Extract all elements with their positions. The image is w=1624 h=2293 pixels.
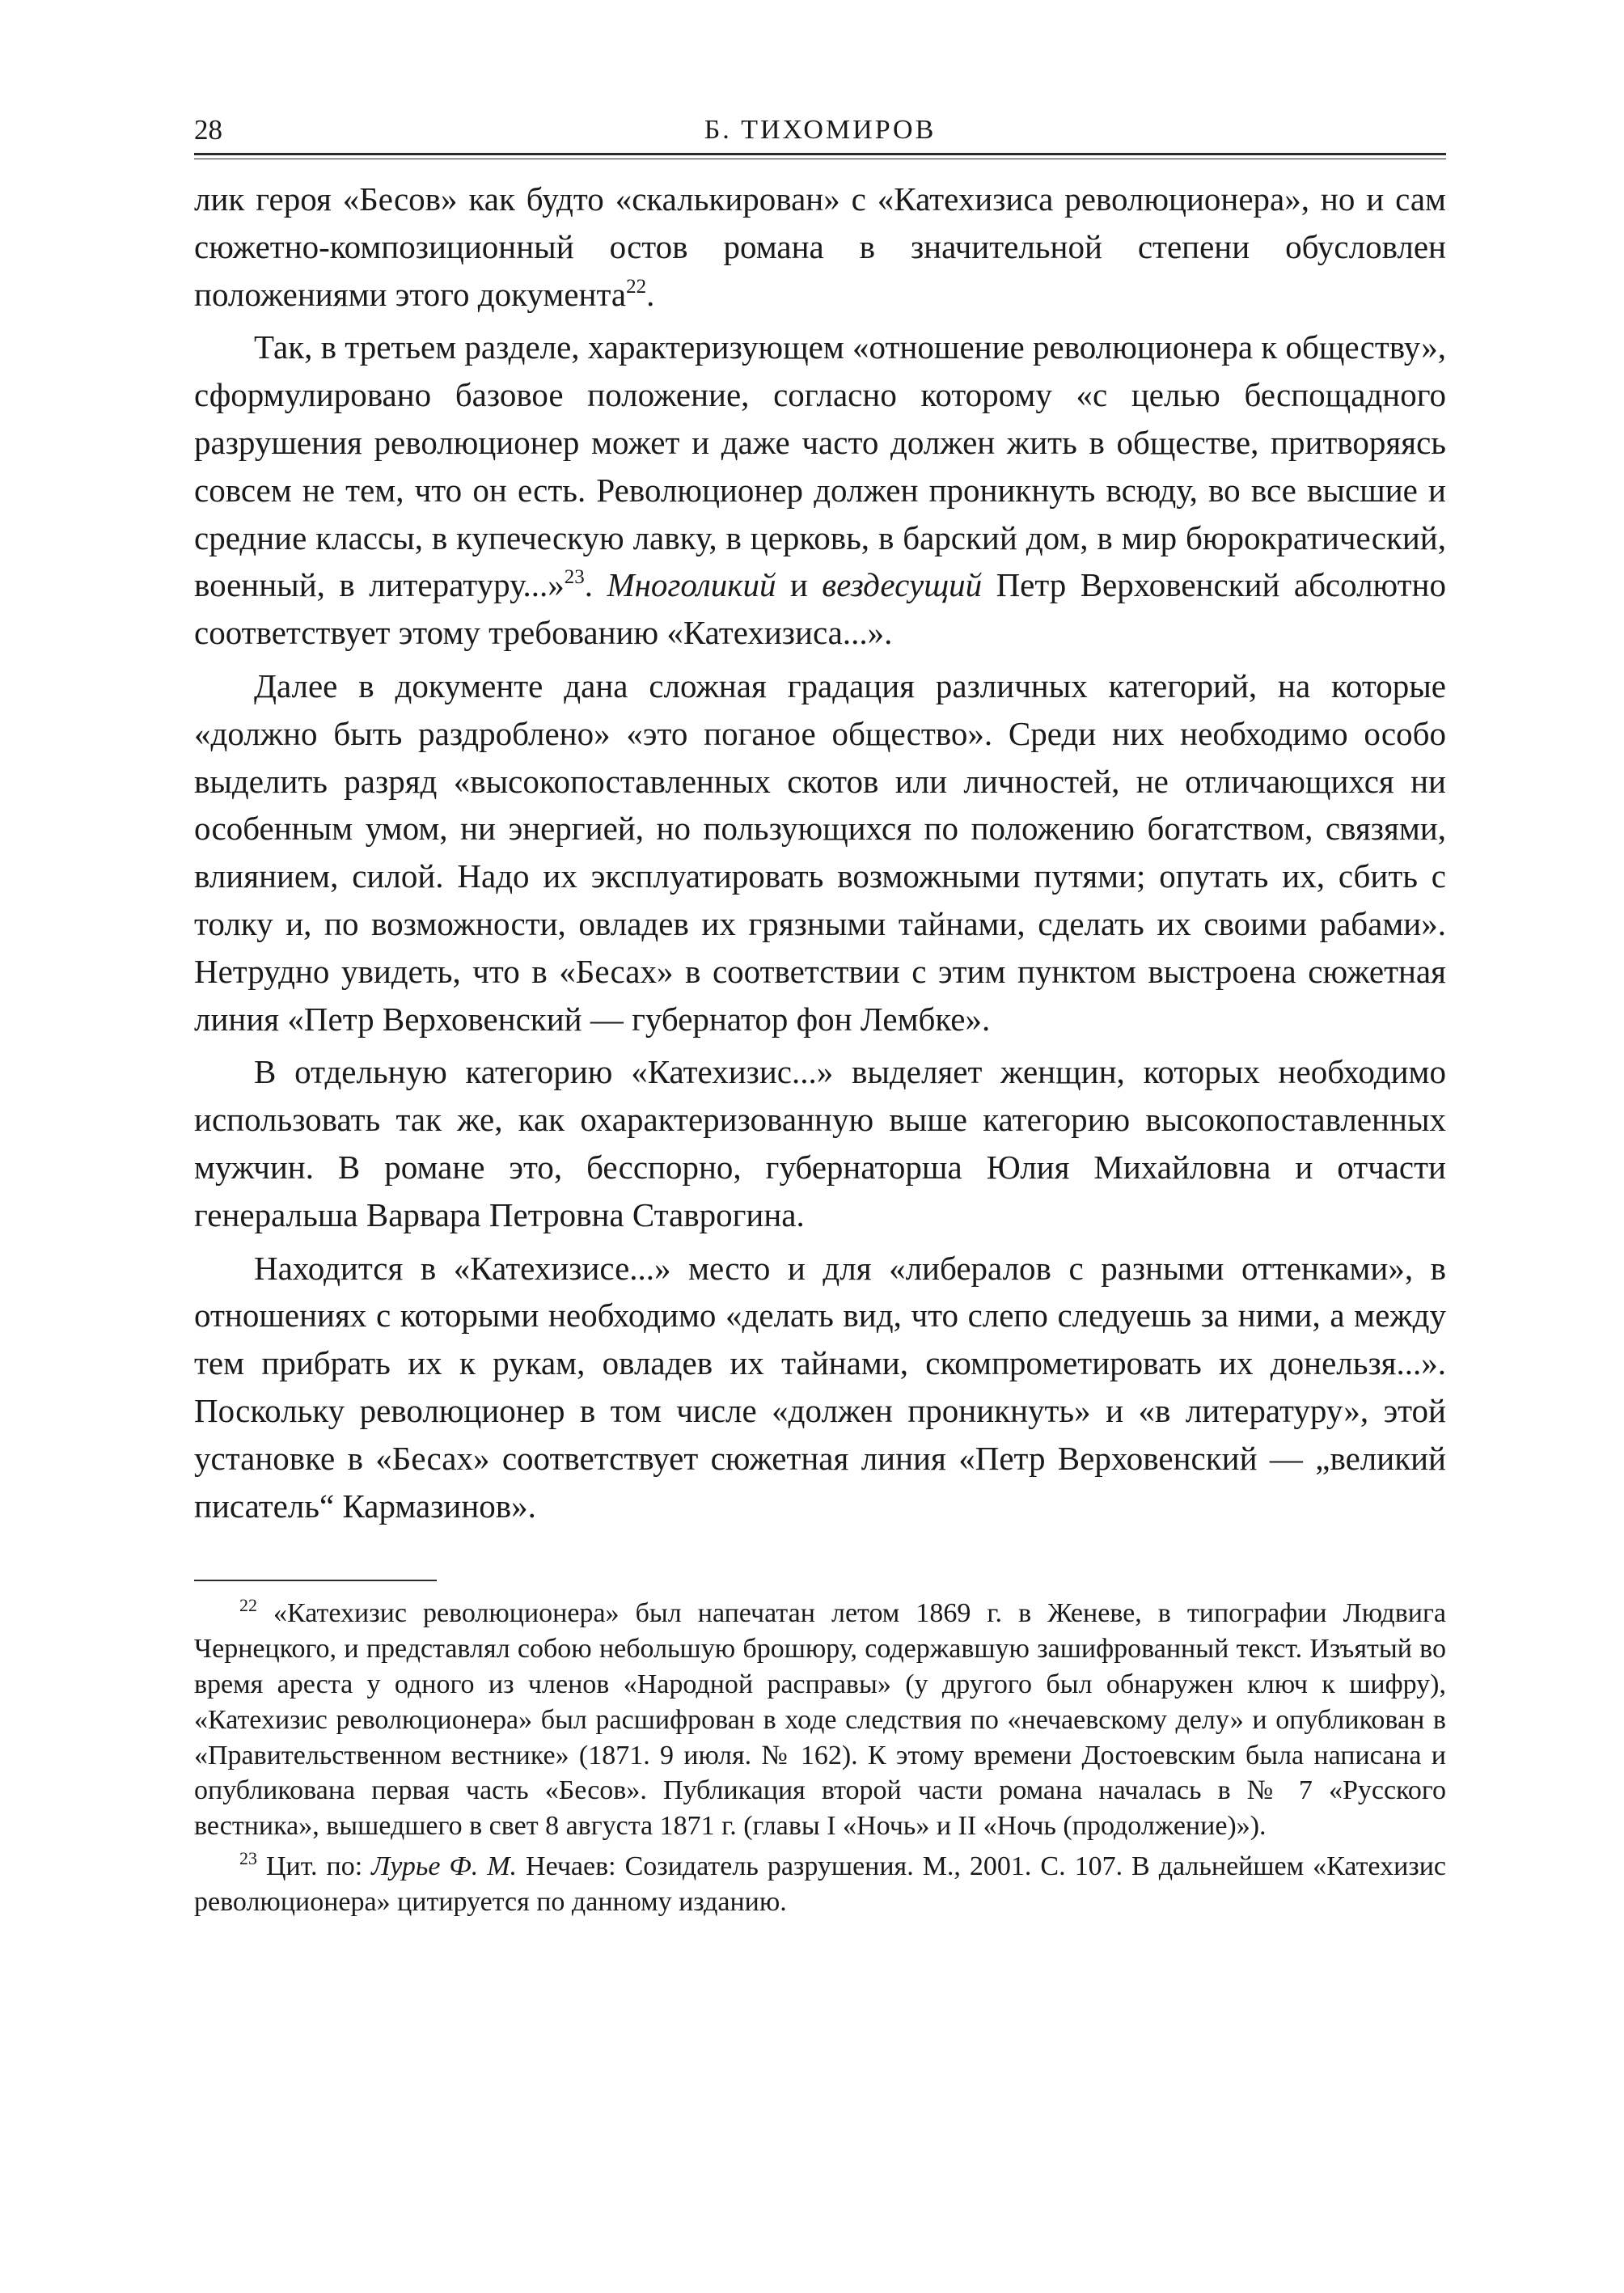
paragraph-2: [194, 324, 1446, 657]
paragraph-2-tail: .: [584, 566, 593, 604]
footnotes: [194, 1596, 1446, 1919]
italic-term-1: Многоликий: [607, 566, 776, 604]
paragraph-1: [194, 176, 1446, 318]
page-number: 28: [194, 114, 222, 146]
paragraph-1-text: лик героя «Бесов» как будто «скалькирован» с «Катехизиса революционера», но и сам сюжетно-композиционный остов романа в значительной степени обусловлен положениями этого документа: [194, 180, 1446, 313]
running-title: Б. ТИХОМИРОВ: [704, 115, 937, 145]
paragraph-3: Далее в документе дана сложная градация различных категорий, на которые «должно быть раздроблено» «это поганое общество». Среди них необходимо особо выделить разряд «высокопоставленных скотов или личностей, не отличающихся ни особенным умом, ни энергией, но пользующихся по положению богатством, связями, влиянием, силой. Надо их эксплуатировать возможными путями; опутать их, сбить с толку и, по возможности, овладев их грязными тайнами, сделать их своими рабами». Нетрудно увидеть, что в «Бесах» в соответствии с этим пунктом выстроена сюжетная линия «Петр Верховенский — губернатор фон Лембке».: [194, 666, 1446, 1038]
footnote-divider: [194, 1580, 437, 1581]
footnote-23-prefix: Цит. по:: [257, 1851, 372, 1881]
footnote-ref-23[interactable]: 23: [564, 566, 585, 589]
footnote-ref-22[interactable]: 22: [626, 275, 647, 298]
footnote-22-text: «Катехизис революционера» был напечатан летом 1869 г. в Женеве, в типографии Людвига Чернецкого, и представлял собою небольшую брошюру, содержавшую зашифрованный текст. Изъятый во время ареста у одного из членов «Народной расправы» (у другого был обнаружен ключ к шифру), «Катехизис революционера» был расшифрован в ходе следствия по «нечаевскому делу» и опубликован в «Правительственном вестнике» (1871. 9 июля. № 162). К этому времени Достоевским была написана и опубликована первая часть «Бесов». Публикация второй части романа началась в № 7 «Русского вестника», вышедшего в свет 8 августа 1871 г. (главы I «Ночь» и II «Ночь (продолжение)»).: [194, 1598, 1446, 1842]
running-head: [194, 109, 1446, 151]
paragraph-2-and: и: [776, 566, 823, 604]
book-page: [194, 109, 1446, 1919]
header-rule-thick: [194, 153, 1446, 155]
italic-term-2: вездесущий: [822, 566, 983, 604]
paragraph-1-tail: .: [646, 275, 655, 313]
footnote-23-text: Нечаев: Созидатель разрушения. М., 2001. С. 107. В дальнейшем «Катехизис революционера» цитируется по данному изданию.: [194, 1851, 1446, 1917]
paragraph-2-rest: Петр Верховенский абсолютно соответствует этому требованию «Катехизиса...».: [194, 566, 1447, 652]
footnote-mark-23: 23: [239, 1847, 257, 1868]
paragraph-5: Находится в «Катехизисе...» место и для «либералов с разными оттенками», в отношениях с которыми необходимо «делать вид, что слепо следуешь за ними, а между тем прибрать их к рукам, овладев их тайнами, скомпрометировать их донельзя...». Поскольку революционер в том числе «должен проникнуть» и «в литературу», этой установке в «Бесах» соответствует сюжетная линия «Петр Верховенский — „великий писатель“ Кармазинов».: [194, 1249, 1446, 1525]
footnote-23-author: Лурье Ф. М.: [371, 1851, 518, 1881]
footnote-mark-22: 22: [239, 1595, 257, 1616]
paragraph-2-text: Так, в третьем разделе, характеризующем «отношение революционера к обществу», сформулировано базовое положение, согласно которому «с целью беспощадного разрушения революционер может и даже часто должен жить в обществе, притворяясь совсем не тем, что он есть. Революционер должен проникнуть всюду, во все высшие и средние классы, в купеческую лавку, в церковь, в барский дом, в мир бюрократический, военный, в литературу...»: [194, 328, 1446, 604]
main-text: [194, 176, 1446, 1529]
footnote-22: [194, 1596, 1446, 1844]
footnote-23: [194, 1849, 1446, 1920]
paragraph-4: В отдельную категорию «Катехизис...» выделяет женщин, которых необходимо использовать так же, как охарактеризованную выше категорию высокопоставленных мужчин. В романе это, бесспорно, губернаторша Юлия Михайловна и отчасти генеральша Варвара Петровна Ставрогина.: [194, 1053, 1446, 1233]
